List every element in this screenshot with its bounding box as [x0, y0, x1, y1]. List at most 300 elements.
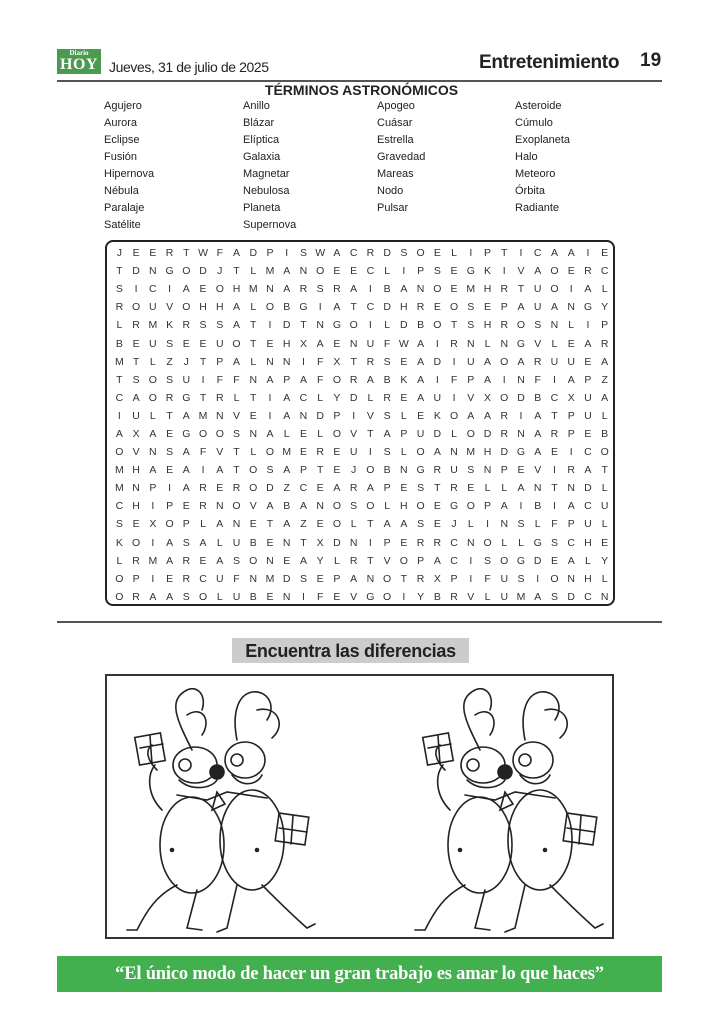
grid-letter: R: [199, 482, 207, 495]
grid-letter: U: [149, 301, 157, 314]
grid-letter: O: [550, 283, 559, 296]
grid-letter: R: [232, 482, 241, 495]
grid-letter: N: [567, 572, 575, 585]
grid-letter: L: [601, 572, 608, 585]
grid-letter: P: [299, 464, 307, 477]
grid-letter: E: [433, 301, 441, 314]
grid-letter: R: [433, 536, 442, 549]
grid-letter: V: [467, 590, 475, 603]
grid-letter: L: [149, 355, 156, 368]
grid-letter: E: [550, 554, 558, 567]
grid-letter: A: [115, 427, 123, 440]
grid-letter: U: [215, 337, 224, 350]
grid-letter: S: [233, 427, 241, 440]
grid-letter: N: [349, 337, 358, 350]
grid-letter: E: [299, 427, 307, 440]
grid-letter: I: [469, 554, 473, 567]
grid-letter: I: [486, 518, 489, 531]
grid-letter: E: [601, 536, 609, 549]
grid-letter: H: [400, 500, 408, 513]
grid-letter: T: [367, 518, 374, 531]
grid-letter: M: [248, 283, 258, 296]
grid-letter: I: [452, 391, 456, 404]
grid-letter: R: [383, 391, 391, 404]
grid-letter: T: [316, 464, 324, 477]
grid-letter: A: [149, 464, 157, 477]
grid-letter: I: [536, 572, 540, 585]
grid-letter: S: [216, 319, 224, 332]
grid-letter: O: [416, 500, 425, 513]
grid-letter: D: [433, 427, 442, 440]
grid-letter: R: [333, 283, 341, 296]
grid-letter: O: [115, 572, 124, 585]
grid-row: [111, 425, 613, 443]
grid-letter: C: [550, 391, 559, 404]
grid-letter: E: [400, 355, 408, 368]
grid-letter: L: [601, 283, 608, 296]
grid-letter: L: [585, 554, 591, 567]
grid-letter: A: [199, 536, 207, 549]
grid-letter: I: [469, 247, 473, 260]
grid-letter: V: [366, 409, 374, 422]
grid-letter: H: [282, 337, 291, 350]
grid-letter: I: [352, 409, 356, 422]
grid-letter: N: [249, 427, 258, 440]
grid-letter: S: [383, 409, 391, 422]
grid-letter: T: [501, 247, 508, 260]
grid-letter: E: [132, 247, 140, 260]
grid-letter: L: [400, 446, 407, 459]
grid-letter: O: [366, 464, 375, 477]
word-list-item: Halo: [515, 151, 538, 163]
word-list-item: Eclipse: [104, 134, 140, 146]
grid-letter: H: [483, 446, 492, 459]
grid-letter: S: [199, 319, 207, 332]
grid-letter: I: [402, 590, 406, 603]
grid-letter: P: [500, 301, 508, 314]
grid-letter: U: [500, 590, 509, 603]
grid-letter: O: [232, 337, 241, 350]
word-list-item: Gravedad: [377, 151, 426, 163]
grid-letter: E: [182, 500, 190, 513]
grid-letter: E: [350, 265, 358, 278]
grid-letter: E: [567, 337, 575, 350]
grid-letter: N: [600, 590, 609, 603]
grid-letter: N: [517, 427, 525, 440]
grid-letter: H: [584, 536, 592, 549]
grid-letter: M: [265, 572, 275, 585]
grid-letter: E: [283, 554, 291, 567]
grid-letter: U: [416, 427, 425, 440]
grid-letter: E: [166, 572, 174, 585]
grid-row: [111, 497, 613, 515]
grid-letter: N: [500, 518, 509, 531]
grid-letter: G: [366, 590, 375, 603]
grid-letter: E: [450, 265, 458, 278]
grid-letter: L: [250, 301, 257, 314]
grid-letter: S: [266, 464, 274, 477]
grid-letter: M: [114, 482, 124, 495]
grid-letter: N: [266, 554, 274, 567]
grid-letter: A: [584, 464, 592, 477]
grid-letter: L: [333, 554, 340, 567]
grid-letter: A: [383, 518, 391, 531]
grid-letter: N: [249, 373, 258, 386]
grid-letter: M: [114, 355, 124, 368]
grid-letter: U: [584, 518, 592, 531]
grid-letter: E: [249, 409, 257, 422]
grid-letter: G: [583, 301, 593, 314]
grid-letter: D: [433, 355, 442, 368]
grid-letter: O: [332, 500, 341, 513]
grid-letter: P: [132, 572, 140, 585]
grid-letter: U: [567, 355, 575, 368]
grid-letter: V: [534, 464, 542, 477]
grid-letter: L: [467, 518, 474, 531]
grid-letter: N: [466, 337, 475, 350]
grid-letter: U: [584, 391, 592, 404]
grid-letter: F: [233, 572, 240, 585]
grid-letter: N: [282, 355, 291, 368]
grid-letter: C: [584, 590, 592, 603]
grid-letter: P: [417, 554, 425, 567]
grid-letter: U: [182, 373, 191, 386]
grid-letter: O: [500, 355, 509, 368]
grid-letter: S: [433, 265, 441, 278]
grid-letter: S: [182, 536, 190, 549]
grid-letter: E: [249, 518, 257, 531]
grid-letter: I: [519, 247, 523, 260]
grid-letter: T: [300, 319, 307, 332]
grid-letter: G: [516, 337, 526, 350]
grid-letter: L: [250, 446, 257, 459]
grid-letter: N: [550, 319, 559, 332]
grid-letter: M: [148, 319, 158, 332]
grid-letter: T: [601, 464, 608, 477]
grid-letter: O: [466, 427, 475, 440]
grid-letter: N: [466, 536, 475, 549]
grid-letter: L: [568, 319, 575, 332]
grid-letter: R: [416, 536, 425, 549]
grid-letter: P: [417, 265, 425, 278]
grid-letter: R: [366, 355, 375, 368]
grid-letter: P: [567, 427, 575, 440]
grid-letter: U: [366, 337, 375, 350]
grid-letter: L: [518, 536, 524, 549]
grid-letter: P: [149, 482, 157, 495]
grid-letter: O: [148, 373, 157, 386]
grid-letter: L: [501, 482, 508, 495]
grid-letter: L: [250, 355, 257, 368]
grid-letter: A: [233, 355, 241, 368]
grid-letter: A: [484, 373, 492, 386]
grid-letter: C: [600, 265, 609, 278]
grid-letter: I: [502, 373, 506, 386]
grid-letter: O: [198, 590, 208, 603]
word-list-item: Elíptica: [243, 134, 280, 146]
grid-letter: U: [232, 590, 241, 603]
section-divider: [57, 621, 662, 623]
grid-letter: A: [400, 518, 408, 531]
grid-letter: E: [400, 391, 408, 404]
grid-letter: T: [183, 247, 190, 260]
grid-letter: R: [115, 301, 124, 314]
word-list-item: Órbita: [515, 185, 545, 197]
grid-letter: S: [517, 572, 525, 585]
grid-letter: E: [584, 427, 592, 440]
grid-letter: X: [333, 355, 341, 368]
grid-letter: E: [299, 446, 307, 459]
grid-letter: R: [349, 373, 358, 386]
grid-letter: R: [199, 500, 207, 513]
grid-letter: R: [215, 391, 224, 404]
diario-hoy-logo: [57, 49, 101, 74]
grid-letter: A: [567, 500, 575, 513]
grid-letter: U: [533, 283, 542, 296]
grid-letter: E: [601, 247, 609, 260]
grid-letter: O: [366, 500, 375, 513]
grid-letter: R: [366, 247, 375, 260]
grid-letter: B: [433, 590, 441, 603]
grid-letter: C: [299, 482, 308, 495]
grid-letter: D: [483, 427, 492, 440]
grid-letter: E: [584, 355, 592, 368]
grid-letter: R: [450, 337, 458, 350]
grid-letter: L: [534, 518, 541, 531]
grid-letter: A: [233, 247, 241, 260]
grid-letter: F: [216, 247, 223, 260]
grid-row: [111, 280, 613, 298]
grid-letter: U: [433, 391, 442, 404]
grid-letter: L: [317, 427, 324, 440]
grid-letter: B: [534, 500, 542, 513]
grid-letter: V: [249, 500, 257, 513]
grid-letter: L: [384, 319, 391, 332]
grid-letter: M: [265, 265, 275, 278]
grid-letter: A: [132, 391, 140, 404]
grid-letter: U: [232, 536, 241, 549]
grid-letter: T: [367, 554, 374, 567]
issue-date: Jueves, 31 de julio de 2025: [109, 59, 269, 75]
grid-letter: I: [151, 536, 155, 549]
grid-letter: S: [316, 283, 324, 296]
grid-letter: E: [132, 337, 140, 350]
grid-letter: A: [433, 446, 441, 459]
grid-letter: A: [283, 409, 291, 422]
grid-letter: R: [600, 337, 609, 350]
grid-letter: O: [516, 319, 526, 332]
grid-letter: E: [266, 590, 274, 603]
grid-letter: R: [584, 265, 592, 278]
grid-letter: A: [182, 464, 190, 477]
grid-letter: P: [500, 464, 508, 477]
grid-letter: B: [249, 536, 257, 549]
word-list-item: Radiante: [515, 202, 560, 214]
grid-letter: N: [517, 373, 525, 386]
reindeer-picture-right: [405, 680, 615, 935]
grid-letter: P: [333, 409, 341, 422]
grid-letter: R: [416, 301, 425, 314]
grid-letter: R: [500, 319, 509, 332]
grid-letter: H: [132, 500, 140, 513]
grid-letter: A: [182, 446, 190, 459]
grid-letter: N: [366, 572, 375, 585]
grid-letter: M: [282, 446, 292, 459]
grid-letter: N: [533, 482, 542, 495]
grid-letter: J: [116, 247, 122, 260]
grid-letter: E: [316, 572, 324, 585]
grid-letter: E: [333, 337, 341, 350]
grid-letter: O: [232, 500, 241, 513]
word-list-item: Fusión: [104, 151, 138, 163]
grid-letter: T: [233, 464, 240, 477]
grid-letter: T: [450, 319, 458, 332]
grid-letter: O: [332, 518, 341, 531]
grid-letter: R: [132, 590, 140, 603]
word-list-item: Blázar: [243, 117, 275, 129]
grid-letter: A: [534, 590, 542, 603]
grid-letter: E: [266, 337, 274, 350]
grid-letter: N: [316, 500, 324, 513]
grid-letter: U: [550, 355, 559, 368]
grid-letter: M: [466, 283, 476, 296]
grid-letter: R: [533, 355, 542, 368]
grid-letter: V: [534, 337, 542, 350]
grid-letter: A: [584, 283, 592, 296]
grid-letter: N: [299, 265, 308, 278]
grid-letter: J: [217, 265, 223, 278]
grid-letter: O: [600, 446, 609, 459]
grid-letter: H: [400, 301, 408, 314]
grid-row: [111, 588, 613, 606]
grid-letter: I: [586, 247, 590, 260]
grid-letter: L: [317, 391, 324, 404]
grid-letter: R: [500, 427, 509, 440]
word-list-item: Estrella: [377, 134, 414, 146]
grid-letter: D: [349, 391, 358, 404]
grid-letter: F: [233, 373, 240, 386]
grid-letter: O: [132, 301, 141, 314]
spot-the-difference-box: [105, 674, 614, 939]
grid-letter: I: [553, 373, 556, 386]
grid-letter: A: [417, 391, 425, 404]
grid-letter: R: [567, 464, 575, 477]
grid-letter: E: [433, 247, 441, 260]
grid-letter: A: [149, 427, 157, 440]
grid-row: [111, 371, 613, 389]
grid-letter: R: [450, 482, 458, 495]
grid-letter: X: [567, 391, 575, 404]
grid-letter: T: [551, 409, 558, 422]
grid-letter: A: [216, 518, 224, 531]
grid-letter: S: [534, 319, 542, 332]
grid-row: [111, 479, 613, 497]
grid-letter: S: [517, 518, 525, 531]
grid-letter: H: [483, 319, 492, 332]
grid-letter: L: [451, 247, 457, 260]
grid-letter: H: [584, 572, 592, 585]
grid-letter: R: [182, 554, 191, 567]
grid-letter: A: [283, 391, 291, 404]
grid-letter: P: [400, 427, 408, 440]
grid-row: [111, 389, 613, 407]
grid-letter: E: [199, 554, 207, 567]
grid-letter: N: [500, 337, 509, 350]
grid-letter: D: [383, 247, 391, 260]
grid-letter: X: [433, 572, 441, 585]
grid-letter: T: [132, 355, 140, 368]
grid-letter: I: [151, 500, 155, 513]
grid-letter: O: [249, 464, 258, 477]
grid-letter: A: [517, 482, 525, 495]
grid-letter: N: [266, 283, 274, 296]
grid-letter: I: [553, 464, 556, 477]
grid-letter: A: [149, 590, 157, 603]
grid-letter: E: [182, 337, 190, 350]
grid-letter: B: [534, 391, 542, 404]
grid-letter: V: [233, 409, 241, 422]
logo-big-text: HOY: [60, 56, 98, 73]
grid-letter: L: [116, 319, 123, 332]
word-list-item: Supernova: [243, 219, 297, 231]
grid-letter: E: [433, 500, 441, 513]
grid-letter: L: [384, 500, 391, 513]
grid-letter: A: [283, 464, 291, 477]
grid-letter: A: [366, 482, 374, 495]
grid-letter: A: [417, 337, 425, 350]
grid-letter: C: [584, 500, 592, 513]
grid-letter: O: [449, 409, 459, 422]
grid-letter: E: [316, 518, 324, 531]
grid-letter: G: [516, 554, 526, 567]
grid-letter: I: [402, 265, 406, 278]
grid-letter: R: [165, 391, 174, 404]
grid-letter: L: [484, 590, 491, 603]
grid-letter: G: [182, 391, 191, 404]
grid-letter: Z: [300, 518, 307, 531]
grid-letter: J: [351, 464, 357, 477]
word-list-item: Cuásar: [377, 117, 413, 129]
grid-letter: U: [149, 337, 157, 350]
grid-letter: R: [450, 590, 458, 603]
grid-letter: M: [148, 554, 158, 567]
grid-letter: D: [333, 536, 341, 549]
grid-letter: I: [268, 319, 272, 332]
grid-letter: N: [567, 482, 575, 495]
grid-letter: A: [166, 536, 174, 549]
word-list-item: Galaxia: [243, 151, 281, 163]
grid-letter: U: [584, 409, 592, 422]
grid-letter: L: [367, 391, 374, 404]
word-list-item: Aurora: [104, 117, 138, 129]
grid-letter: B: [249, 590, 257, 603]
grid-letter: O: [132, 536, 141, 549]
grid-letter: F: [534, 373, 541, 386]
grid-letter: N: [249, 572, 258, 585]
grid-letter: G: [516, 446, 526, 459]
grid-letter: A: [233, 301, 241, 314]
grid-letter: P: [467, 373, 475, 386]
grid-letter: A: [567, 373, 575, 386]
grid-letter: P: [567, 518, 575, 531]
grid-letter: A: [266, 427, 274, 440]
grid-letter: N: [149, 265, 157, 278]
grid-letter: T: [199, 391, 207, 404]
grid-letter: A: [601, 355, 609, 368]
grid-letter: S: [467, 319, 475, 332]
grid-letter: N: [232, 518, 241, 531]
grid-letter: I: [368, 319, 372, 332]
